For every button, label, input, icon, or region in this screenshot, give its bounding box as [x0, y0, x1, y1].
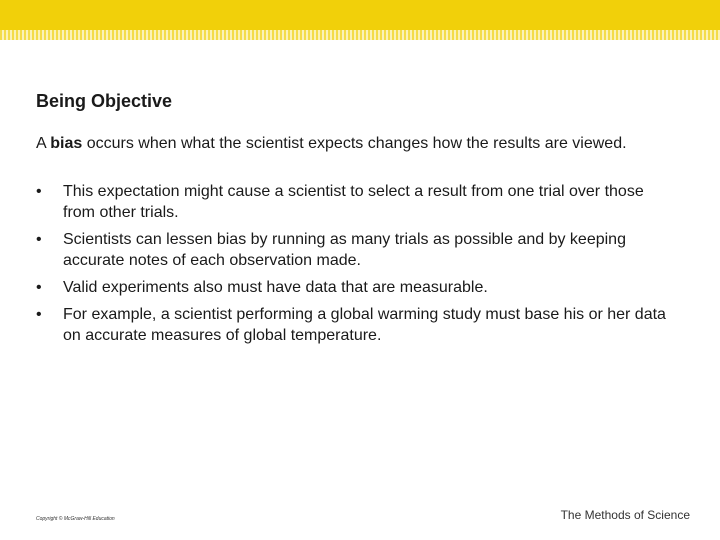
- bullet-item: [36, 304, 676, 346]
- bullet-text: This expectation might cause a scientist to select a result from one trial over those from other trials.: [63, 183, 644, 221]
- top-accent-fade: [0, 30, 720, 40]
- bullet-item: [36, 277, 676, 298]
- slide-title: Being Objective: [36, 91, 173, 111]
- bullet-text: Scientists can lessen bias by running as many trials as possible and by keeping accurate notes of each observation made.: [63, 231, 626, 269]
- bullet-dot: •: [36, 306, 42, 323]
- bullet-item: [36, 229, 676, 271]
- intro-prefix: A: [36, 135, 51, 152]
- bullet-dot: •: [36, 231, 42, 248]
- bullet-text: For example, a scientist performing a global warming study must base his or her data on accurate measures of global temperature.: [63, 306, 666, 344]
- top-accent-band: [0, 0, 720, 30]
- bullet-dot: •: [36, 183, 42, 200]
- bullet-text: Valid experiments also must have data that are measurable.: [63, 279, 488, 296]
- bullet-item: [36, 181, 676, 223]
- footer-copyright: Copyright © McGraw-Hill Education: [36, 516, 115, 522]
- bullet-list: [36, 181, 676, 352]
- footer-presentation-title: The Methods of Science: [560, 508, 690, 522]
- intro-bold-term: bias: [50, 135, 83, 152]
- intro-suffix: occurs when what the scientist expects changes how the results are viewed.: [82, 135, 627, 152]
- bullet-dot: •: [36, 279, 42, 296]
- intro-paragraph: [36, 133, 676, 154]
